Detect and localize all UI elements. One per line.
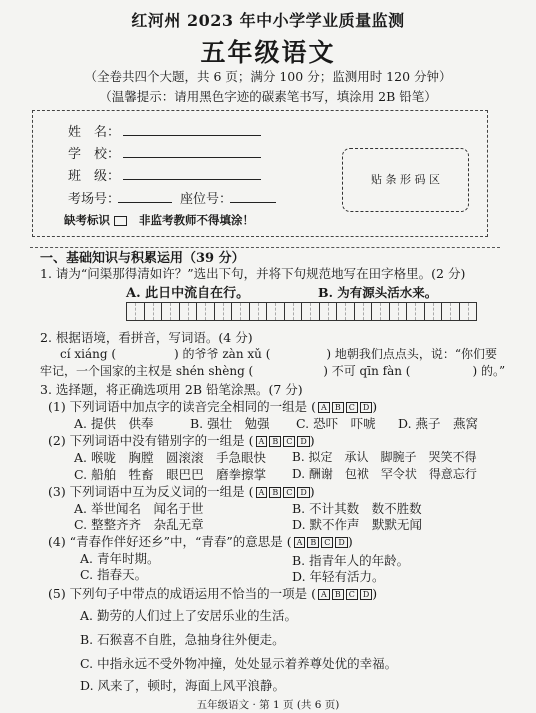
sub4-text: (4) “青春作伴好还乡”中，“青春”的意思是 ( (48, 534, 292, 549)
sub4-question (48, 532, 353, 550)
barcode-label: 贴 条 形 码 区 (371, 173, 440, 186)
sub2-opt-d[interactable]: D (297, 436, 309, 447)
sub1-opt-b[interactable]: B (332, 402, 344, 413)
q2-pinyin-4: ) 不可 qīn fàn ( (323, 364, 411, 378)
grid-cell[interactable] (460, 302, 478, 321)
grid-cell[interactable] (390, 302, 408, 321)
sub5-close: ) (372, 586, 378, 601)
sub2-question (48, 431, 315, 449)
grid-cell[interactable] (285, 302, 303, 321)
school-field[interactable] (123, 157, 261, 158)
sub1-text: (1) 下列词语中加点字的读音完全相同的一组是 ( (48, 399, 317, 414)
sub1-close: ) (372, 399, 378, 414)
exam-room-label: 考场号： (68, 192, 121, 207)
absent-row (64, 212, 254, 228)
sub3-d: D. 默不作声 默默无闻 (292, 517, 423, 532)
grid-cell[interactable] (126, 302, 145, 321)
name-field[interactable] (123, 135, 261, 136)
sub4-d: D. 年轻有活力。 (292, 569, 385, 584)
sub4-opt-c[interactable]: C (321, 537, 333, 548)
grid-cell[interactable] (215, 302, 233, 321)
sub2-b: B. 拟定 承认 脚腕子 哭笑不得 (292, 450, 477, 464)
grid-cell[interactable] (372, 302, 390, 321)
sub2-a: A. 喉咙 胸膛 圆滚滚 手急眼快 (74, 450, 266, 465)
sub4-c: C. 指春天。 (80, 567, 148, 582)
absent-label: 缺考标识 (64, 213, 110, 227)
section-title: 一、基础知识与积累运用（39 分） (40, 251, 245, 266)
sub2-opt-b[interactable]: B (269, 436, 281, 447)
q2-text-2: ) 的。” (472, 364, 506, 378)
sub5-a: A. 勤劳的人们过上了安居乐业的生活。 (80, 608, 297, 623)
sub3-question (48, 482, 315, 500)
grid-cell[interactable] (407, 302, 425, 321)
sub5-c: C. 中指永远不受外物冲撞，处处显示着养尊处优的幸福。 (80, 656, 398, 671)
grid-cell[interactable] (145, 302, 163, 321)
sub4-a: A. 青年时期。 (80, 551, 160, 566)
grid-cell[interactable] (337, 302, 355, 321)
sub4-opt-d[interactable]: D (335, 537, 347, 548)
q2-pinyin-2: ) 的爷爷 zàn xǔ ( (174, 347, 271, 361)
sub2-opt-c[interactable]: C (283, 436, 295, 447)
sub2-text: (2) 下列词语中没有错别字的一组是 ( (48, 433, 254, 448)
seat-field[interactable] (230, 202, 276, 203)
sub1-opt-a[interactable]: A (318, 402, 330, 413)
sub3-text: (3) 下列词语中互为反义词的一组是 ( (48, 484, 254, 499)
sub5-d: D. 风来了，顿时，海面上风平浪静。 (80, 678, 286, 693)
sub1-opt-c[interactable]: C (346, 402, 358, 413)
q2-pinyin-3: 牢记，一个国家的主权是 shén shèng ( (40, 364, 254, 378)
sub3-opt-c[interactable]: C (283, 487, 295, 498)
q3-title: 3. 选择题，将正确选项用 2B 铅笔涂黑。(7 分) (40, 382, 303, 397)
name-label: 姓 名： (68, 125, 121, 140)
q2-title: 2. 根据语境，看拼音，写词语。(4 分) (40, 330, 253, 345)
q1-option-b[interactable]: B. 为有源头活水来。 (318, 285, 438, 300)
sub1-question (48, 397, 377, 415)
page-footer: 五年级语文 · 第 1 页 (共 6 页) (196, 699, 340, 711)
sub3-opt-d[interactable]: D (297, 487, 309, 498)
sub1-b: B. 强壮 勉强 (190, 416, 270, 431)
class-field[interactable] (123, 179, 261, 180)
sub2-close: ) (309, 433, 315, 448)
q2-pinyin-1: cí xiáng ( (60, 347, 117, 361)
exam-room-field[interactable] (118, 202, 172, 203)
q2-text-1: ) 地朝我们点点头，说：“你们要 (326, 347, 498, 361)
grid-cell[interactable] (302, 302, 320, 321)
grid-cell[interactable] (197, 302, 215, 321)
grid-cell[interactable] (425, 302, 443, 321)
sub5-question (48, 584, 377, 602)
subject-title: 五年级语文 (200, 38, 336, 67)
sub5-opt-c[interactable]: C (346, 589, 358, 600)
sub5-text: (5) 下列句子中带点的成语运用不恰当的一项是 ( (48, 586, 317, 601)
grid-cell[interactable] (180, 302, 198, 321)
sub1-c: C. 恐吓 吓唬 (296, 416, 376, 431)
grid-cell[interactable] (232, 302, 250, 321)
grid-cell[interactable] (355, 302, 373, 321)
grid-cell[interactable] (320, 302, 338, 321)
sub2-c: C. 船舶 牲畜 眼巴巴 磨拳擦掌 (74, 467, 267, 482)
grid-cell[interactable] (162, 302, 180, 321)
sub5-opt-b[interactable]: B (332, 589, 344, 600)
sub4-opt-a[interactable]: A (294, 537, 306, 548)
sub1-d: D. 燕子 燕窝 (398, 416, 479, 431)
sub3-a: A. 举世闻名 闻名于世 (74, 501, 204, 516)
sub5-b: B. 石猴喜不自胜，急抽身往外便走。 (80, 632, 285, 647)
q1-text: 1. 请为“问渠那得清如许？”选出下句，并将下句规范地写在田字格里。(2 分) (40, 266, 466, 281)
absent-checkbox[interactable] (114, 216, 127, 226)
grid-cell[interactable] (442, 302, 460, 321)
sub3-opt-a[interactable]: A (256, 487, 268, 498)
sub5-opt-a[interactable]: A (318, 589, 330, 600)
sub2-d: D. 酬谢 包袱 罕令状 得意忘行 (292, 467, 477, 481)
class-label: 班 级： (68, 169, 121, 184)
seat-label: 座位号： (180, 192, 233, 207)
exam-info: （全卷共四个大题，共 6 页；满分 100 分；监测用时 120 分钟） (84, 69, 452, 84)
exam-tip: （温馨提示：请用黑色字迹的碳素笔书写，填涂用 2B 铅笔） (99, 89, 437, 104)
absent-note: 非监考教师不得填涂！ (139, 213, 255, 227)
sub3-opt-b[interactable]: B (269, 487, 281, 498)
sub3-c: C. 整整齐齐 杂乱无章 (74, 517, 204, 532)
sub3-close: ) (309, 484, 315, 499)
q1-option-a[interactable]: A. 此日中流自在行。 (126, 286, 250, 301)
barcode-area (342, 148, 469, 212)
sub4-b: B. 指青年人的年龄。 (292, 553, 410, 568)
sub5-opt-d[interactable]: D (360, 589, 372, 600)
school-label: 学 校： (68, 147, 121, 162)
sub2-opt-a[interactable]: A (256, 436, 268, 447)
writing-grid[interactable] (126, 302, 477, 321)
sub4-close: ) (347, 534, 353, 549)
exam-title: 红河州 2023 年中小学学业质量监测 (131, 11, 405, 30)
sub4-opt-b[interactable]: B (307, 537, 319, 548)
grid-cell[interactable] (250, 302, 268, 321)
sub1-opt-d[interactable]: D (360, 402, 372, 413)
sub3-b: B. 不计其数 数不胜数 (292, 501, 422, 516)
grid-cell[interactable] (267, 302, 285, 321)
sub1-a: A. 提供 供奉 (74, 416, 154, 431)
